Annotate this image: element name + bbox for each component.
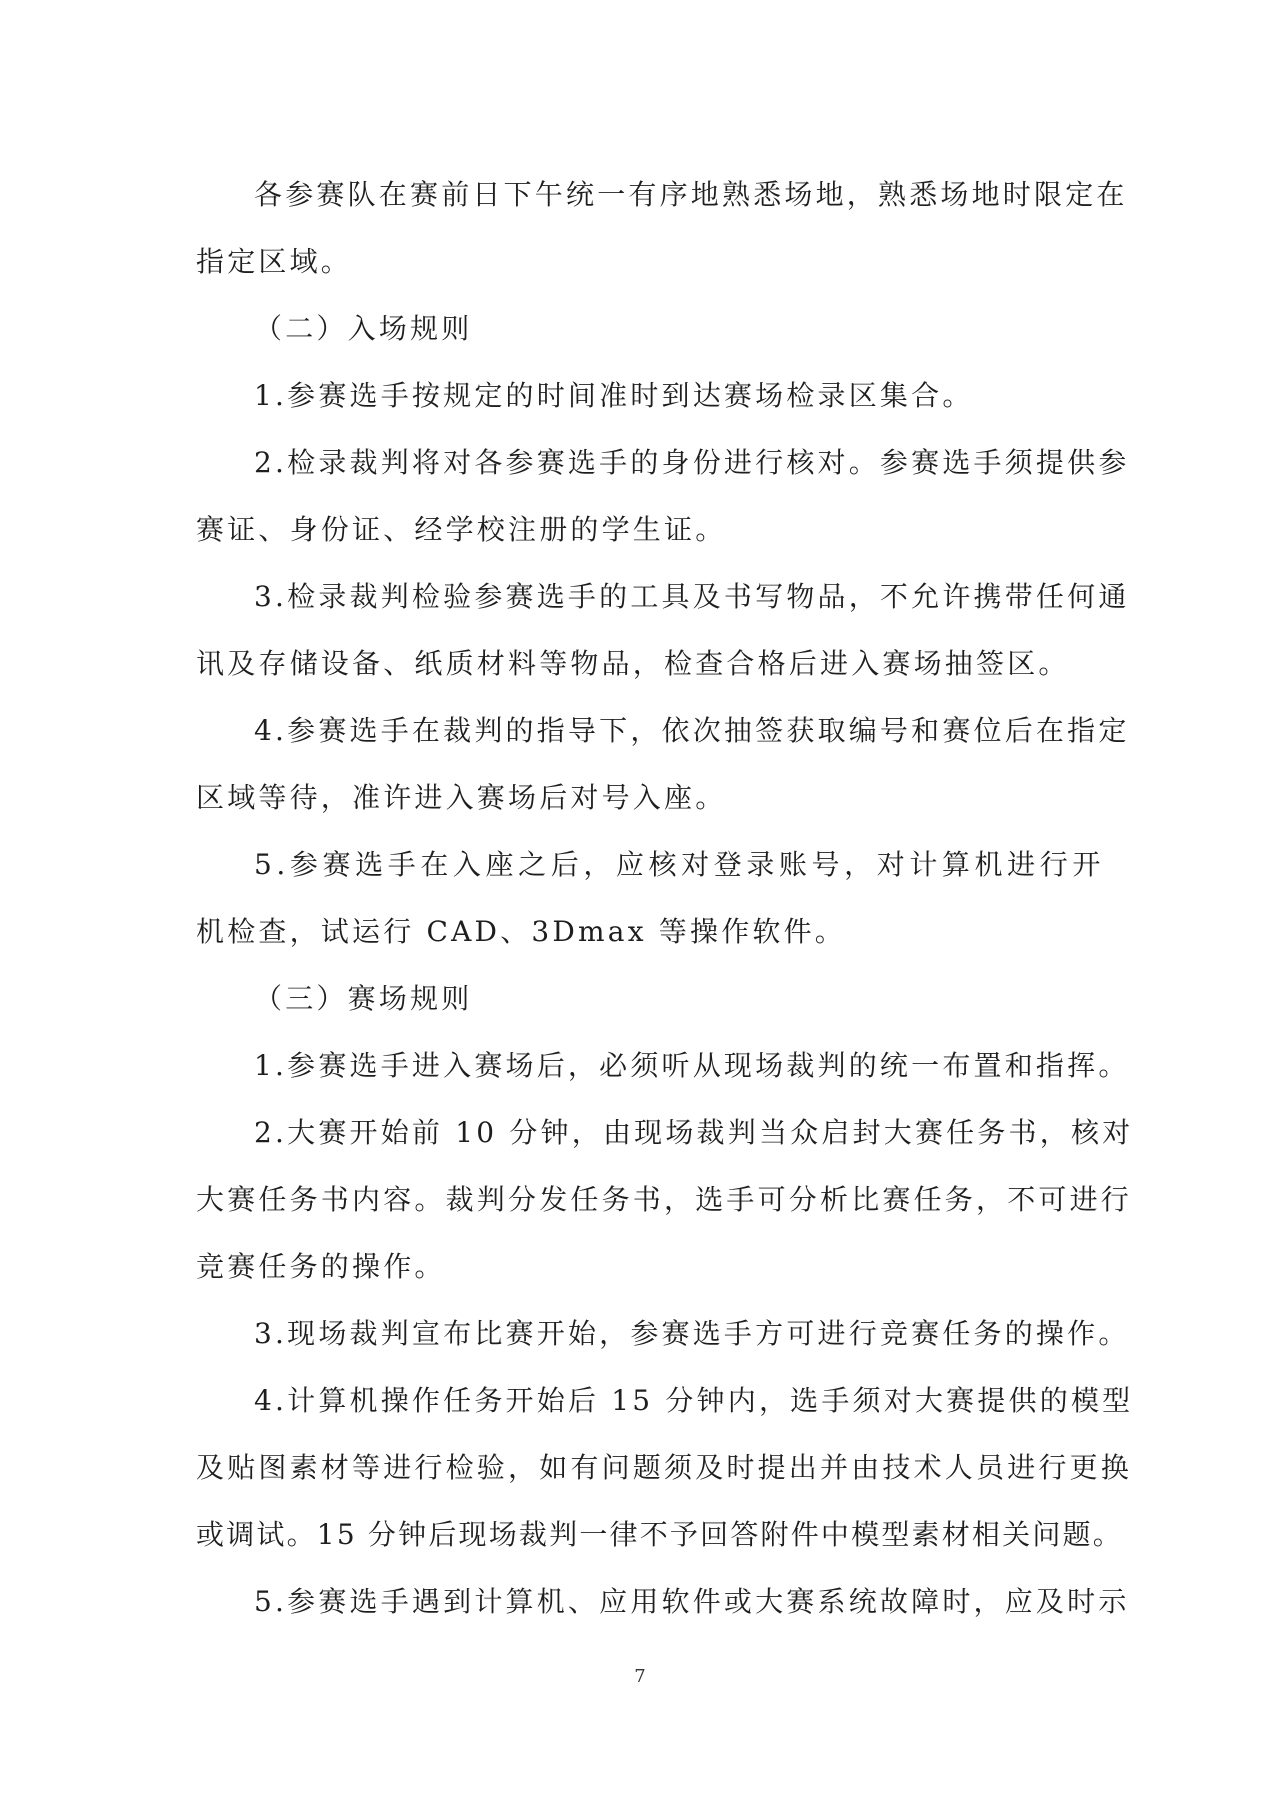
- paragraph-line: 机检查，试运行 CAD、3Dmax 等操作软件。: [196, 915, 846, 948]
- paragraph-line: 3.现场裁判宣布比赛开始，参赛选手方可进行竞赛任务的操作。: [254, 1317, 1130, 1350]
- paragraph-line: 大赛任务书内容。裁判分发任务书，选手可分析比赛任务，不可进行: [196, 1183, 1133, 1216]
- section-heading: （二）入场规则: [254, 312, 473, 345]
- paragraph-line: 指定区域。: [196, 245, 353, 278]
- paragraph-line: 1.参赛选手进入赛场后，必须听从现场裁判的统一布置和指挥。: [254, 1049, 1130, 1082]
- paragraph-line: 5.参赛选手遇到计算机、应用软件或大赛系统故障时，应及时示: [254, 1585, 1130, 1618]
- paragraph-line: 5.参赛选手在入座之后，应核对登录账号，对计算机进行开: [254, 848, 1105, 881]
- paragraph-line: 讯及存储设备、纸质材料等物品，检查合格后进入赛场抽签区。: [196, 647, 1070, 680]
- paragraph-line: 3.检录裁判检验参赛选手的工具及书写物品，不允许携带任何通: [254, 580, 1130, 613]
- paragraph-line: 区域等待，准许进入赛场后对号入座。: [196, 781, 727, 814]
- page-number: 7: [634, 1666, 646, 1687]
- paragraph-line: 4.计算机操作任务开始后 15 分钟内，选手须对大赛提供的模型: [254, 1384, 1134, 1417]
- paragraph-line: 1.参赛选手按规定的时间准时到达赛场检录区集合。: [254, 379, 974, 412]
- paragraph-line: 4.参赛选手在裁判的指导下，依次抽签获取编号和赛位后在指定: [254, 714, 1130, 747]
- paragraph-line: 2.大赛开始前 10 分钟，由现场裁判当众启封大赛任务书，核对: [254, 1116, 1134, 1149]
- paragraph-line: 赛证、身份证、经学校注册的学生证。: [196, 513, 727, 546]
- paragraph-line: 或调试。15 分钟后现场裁判一律不予回答附件中模型素材相关问题。: [196, 1518, 1123, 1551]
- paragraph-line: 各参赛队在赛前日下午统一有序地熟悉场地，熟悉场地时限定在: [254, 178, 1128, 211]
- section-heading: （三）赛场规则: [254, 982, 473, 1015]
- paragraph-line: 2.检录裁判将对各参赛选手的身份进行核对。参赛选手须提供参: [254, 446, 1130, 479]
- paragraph-line: 竞赛任务的操作。: [196, 1250, 446, 1283]
- paragraph-line: 及贴图素材等进行检验，如有问题须及时提出并由技术人员进行更换: [196, 1451, 1133, 1484]
